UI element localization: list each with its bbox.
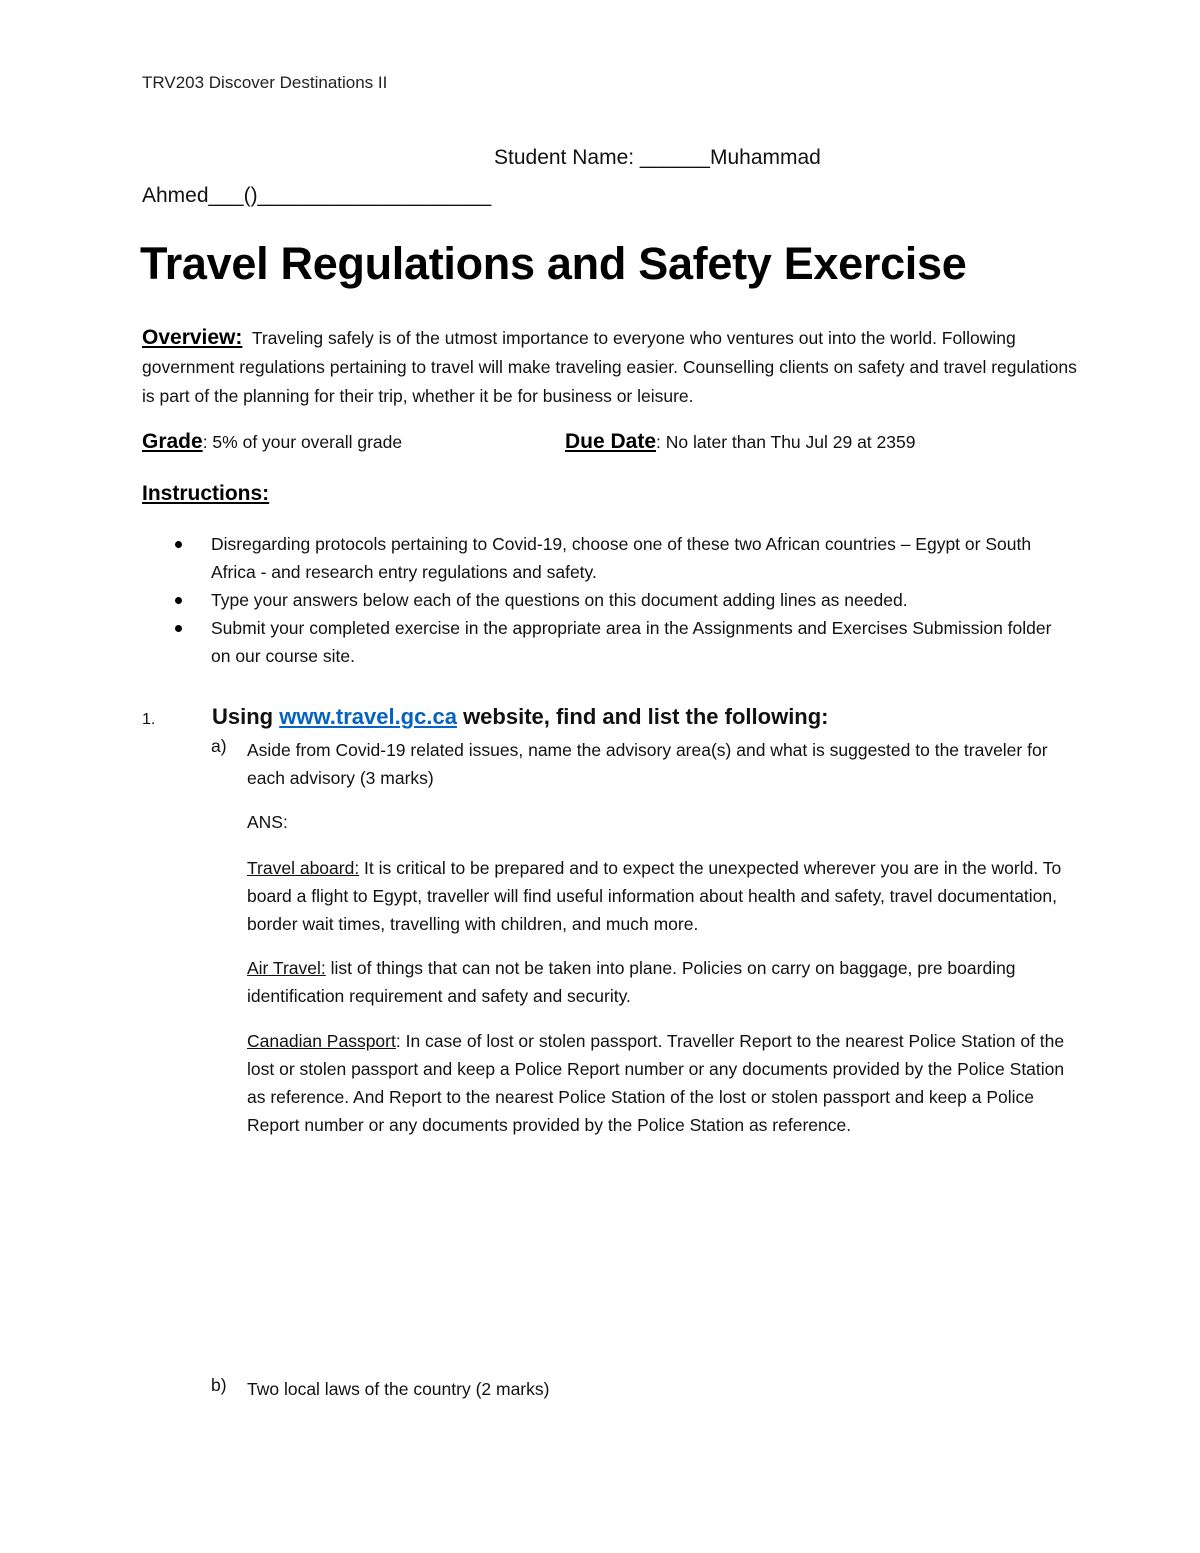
student-name-line: Student Name: ______Muhammad: [494, 146, 821, 169]
list-item: [211, 586, 1071, 614]
answer-text: It is critical to be prepared and to expect the unexpected wherever you are in the world. To board a flight to Egypt, traveller will find useful information about health and safety, travel documentation, border wait times, travelling with children, and much more.: [247, 858, 1062, 934]
question-suffix: website, find and list the following:: [456, 704, 829, 729]
course-header: TRV203 Discover Destinations II: [142, 73, 388, 92]
page-title: Travel Regulations and Safety Exercise: [140, 238, 967, 289]
answer-heading: Canadian Passport: [247, 1031, 396, 1051]
grade-label: Grade: [142, 430, 203, 453]
travel-gc-link[interactable]: www.travel.gc.ca: [279, 704, 457, 729]
due-date-text: : No later than Thu Jul 29 at 2359: [656, 432, 916, 452]
question-prefix: Using: [212, 704, 280, 729]
list-item: [211, 614, 1071, 670]
bullet-icon: [175, 597, 182, 604]
instruction-text: Submit your completed exercise in the appropriate area in the Assignments and Exercises Submission folder on our course site.: [211, 618, 1052, 666]
overview-label: Overview:: [142, 326, 243, 349]
overview-text: Traveling safely is of the utmost importance to everyone who ventures out into the world. Following government regulations pertaining to travel will make traveling easier. Counselling clients on safety and travel regulations is part of the planning for their trip, whether it be for business or leisure.: [142, 328, 1077, 406]
part-a-marker: a): [211, 736, 227, 756]
part-a-question: Aside from Covid-19 related issues, name the advisory area(s) and what is suggested to the traveler for each advisory (3 marks): [247, 740, 1048, 788]
list-item: [211, 530, 1071, 586]
answer-text: : In case of lost or stolen passport. Traveller Report to the nearest Police Station of the lost or stolen passport and keep a Police Report number or any documents provided by the Police Station as reference. And Report to the nearest Police Station of the lost or stolen passport and keep a Police Report number or any documents provided by the Police Station as reference.: [247, 1031, 1065, 1135]
answer-travel-aboard: [247, 854, 1067, 938]
question-1-heading: [142, 704, 829, 730]
instructions-heading: Instructions:: [142, 482, 270, 505]
answer-heading: Travel aboard:: [247, 858, 360, 878]
grade-text: : 5% of your overall grade: [202, 432, 403, 452]
due-date-info: [565, 430, 915, 454]
instructions-list: [211, 530, 1071, 670]
part-b-question: Two local laws of the country (2 marks): [247, 1379, 550, 1399]
bullet-icon: [175, 541, 182, 548]
instruction-text: Type your answers below each of the questions on this document adding lines as needed.: [211, 590, 908, 610]
answer-label: ANS:: [247, 812, 288, 832]
answer-text: list of things that can not be taken into plane. Policies on carry on baggage, pre boarding identification requirement and safety and security.: [247, 958, 1016, 1006]
overview-paragraph: [142, 323, 1082, 411]
bullet-icon: [175, 625, 182, 632]
due-date-label: Due Date: [565, 430, 657, 453]
instruction-text: Disregarding protocols pertaining to Covid-19, choose one of these two African countries – Egypt or South Africa - and research entry regulations and safety.: [211, 534, 1032, 582]
grade-info: [142, 430, 402, 454]
part-b-marker: b): [211, 1375, 227, 1395]
student-name-continuation: Ahmed___()____________________: [142, 184, 492, 207]
answer-heading: Air Travel:: [247, 958, 326, 978]
answer-canadian-passport: [247, 1027, 1067, 1139]
answer-air-travel: [247, 954, 1067, 1010]
question-number: 1.: [142, 711, 156, 728]
